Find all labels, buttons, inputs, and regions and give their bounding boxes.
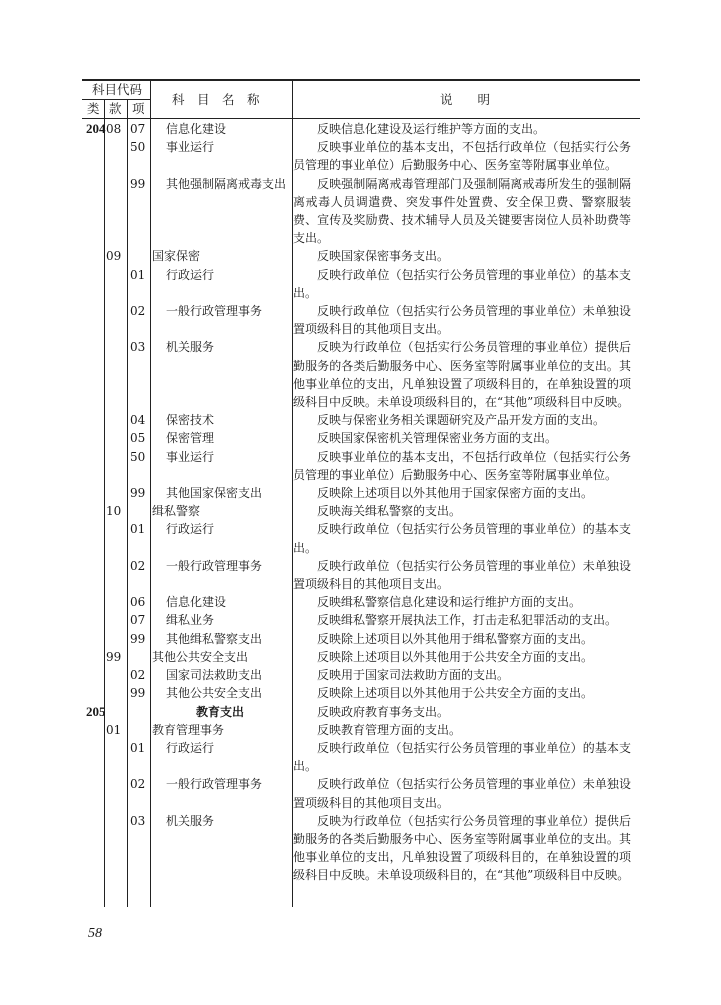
item-name: 其他公共安全支出	[166, 686, 263, 701]
table-row	[0, 247, 721, 265]
item-description: 反映与保密业务相关课题研究及产品开发方面的支出。	[317, 413, 606, 428]
code-kuan: 01	[106, 722, 122, 737]
item-description: 反映国家保密机关管理保密业务方面的支出。	[317, 431, 558, 446]
table-row	[0, 520, 721, 556]
table-row	[0, 411, 721, 429]
table-row	[0, 648, 721, 666]
table-row	[0, 630, 721, 648]
code-xiang: 50	[130, 449, 146, 464]
code-xiang: 02	[130, 304, 146, 319]
code-xiang: 99	[130, 631, 146, 646]
code-xiang: 50	[130, 140, 146, 155]
header-bottom-rule	[82, 118, 640, 119]
code-xiang: 03	[130, 340, 146, 355]
table-row	[0, 120, 721, 138]
item-name: 国家司法救助支出	[166, 668, 263, 683]
item-name: 教育管理事务	[152, 722, 225, 737]
code-xiang: 02	[130, 668, 146, 683]
item-name: 其他公共安全支出	[152, 649, 249, 664]
table-row	[0, 684, 721, 702]
item-name: 其他国家保密支出	[166, 486, 263, 501]
item-name: 国家保密	[152, 249, 201, 264]
item-name: 缉私业务	[166, 613, 215, 628]
item-description: 反映行政单位（包括实行公务员管理的事业单位）未单独设置项级科目的其他项目支出。	[293, 777, 631, 810]
table-row	[0, 429, 721, 447]
item-name: 保密管理	[166, 431, 215, 446]
code-lei: 205	[86, 703, 106, 719]
table-row	[0, 557, 721, 593]
table-top-rule	[82, 79, 640, 81]
item-description: 反映事业单位的基本支出，不包括行政单位（包括实行公务员管理的事业单位）后勤服务中心、医务室等附属事业单位。	[293, 140, 631, 173]
header-lei: 类	[87, 101, 100, 116]
table-row	[0, 812, 721, 885]
item-name: 行政运行	[166, 267, 215, 282]
item-description: 反映为行政单位（包括实行公务员管理的事业单位）提供后勤服务的各类后勤服务中心、医务室等附属事业单位的支出。其他事业单位的支出，凡单独设置了项级科目的，在单独设置的项级科目中反映。未单设项级科目的，在“其他”项级科目中反映。	[293, 813, 631, 883]
table-row	[0, 266, 721, 302]
code-xiang: 07	[130, 122, 146, 136]
item-description: 反映除上述项目以外其他用于公共安全方面的支出。	[317, 686, 594, 701]
item-description: 反映行政单位（包括实行公务员管理的事业单位）的基本支出。	[293, 522, 631, 555]
item-description: 反映除上述项目以外其他用于国家保密方面的支出。	[317, 486, 594, 501]
item-name: 信息化建设	[166, 595, 227, 610]
item-name: 保密技术	[166, 413, 215, 428]
code-xiang: 04	[130, 413, 146, 428]
item-description: 反映国家保密事务支出。	[317, 249, 450, 264]
item-description: 反映事业单位的基本支出，不包括行政单位（包括实行公务员管理的事业单位）后勤服务中心、医务室等附属事业单位。	[293, 449, 631, 482]
item-description: 反映信息化建设及运行维护等方面的支出。	[317, 122, 546, 136]
item-description: 反映政府教育事务支出。	[317, 704, 450, 719]
table-row	[0, 666, 721, 684]
table-row	[0, 302, 721, 338]
code-xiang: 01	[130, 267, 146, 282]
code-xiang: 07	[130, 613, 146, 628]
item-description: 反映行政单位（包括实行公务员管理的事业单位）的基本支出。	[293, 267, 631, 300]
item-description: 反映行政单位（包括实行公务员管理的事业单位）未单独设置项级科目的其他项目支出。	[293, 558, 631, 592]
code-kuan: 99	[106, 649, 122, 664]
table-row	[0, 593, 721, 611]
item-name: 一般行政管理事务	[166, 777, 263, 792]
table-row	[0, 138, 721, 174]
item-description: 反映缉私警察信息化建设和运行维护方面的支出。	[317, 595, 582, 610]
code-lei: 204	[86, 121, 106, 136]
item-name: 一般行政管理事务	[166, 304, 263, 319]
table-row	[0, 739, 721, 775]
item-name: 机关服务	[166, 813, 215, 828]
table-row	[0, 338, 721, 411]
table-row	[0, 611, 721, 629]
code-xiang: 01	[130, 740, 146, 755]
code-xiang: 03	[130, 813, 146, 828]
item-name: 一般行政管理事务	[166, 558, 263, 573]
table-row	[0, 175, 721, 248]
table-row	[0, 703, 721, 721]
header-desc: 说 明	[440, 92, 491, 107]
table-row	[0, 448, 721, 484]
item-name: 机关服务	[166, 340, 215, 355]
header-kuan: 款	[109, 101, 122, 116]
item-description: 反映为行政单位（包括实行公务员管理的事业单位）提供后勤服务的各类后勤服务中心、医务室等附属事业单位的支出。其他事业单位的支出，凡单独设置了项级科目的，在单独设置的项级科目中反映。未单设项级科目的，在“其他”项级科目中反映。	[293, 340, 631, 410]
table-row	[0, 775, 721, 811]
header-xiang: 项	[132, 101, 145, 116]
code-xiang: 99	[130, 486, 146, 501]
code-kuan: 08	[106, 122, 122, 136]
item-name: 事业运行	[166, 449, 215, 464]
code-xiang: 02	[130, 777, 146, 792]
page-number: 58	[88, 926, 102, 941]
code-xiang: 01	[130, 522, 146, 537]
item-name: 教育支出	[196, 704, 245, 719]
item-name: 其他强制隔离戒毒支出	[166, 176, 287, 191]
code-kuan: 10	[106, 504, 122, 519]
item-name: 缉私警察	[152, 504, 201, 519]
item-description: 反映用于国家司法救助方面的支出。	[317, 668, 510, 683]
table-row	[0, 502, 721, 520]
code-xiang: 06	[130, 595, 146, 610]
item-description: 反映行政单位（包括实行公务员管理的事业单位）未单独设置项级科目的其他项目支出。	[293, 304, 631, 337]
table-row	[0, 721, 721, 739]
code-xiang: 05	[130, 431, 146, 446]
item-name: 其他缉私警察支出	[166, 631, 263, 646]
code-xiang: 99	[130, 176, 146, 191]
item-name: 信息化建设	[166, 122, 227, 136]
header-name: 科 目 名 称	[172, 92, 260, 107]
item-description: 反映行政单位（包括实行公务员管理的事业单位）的基本支出。	[293, 740, 631, 774]
code-kuan: 09	[106, 249, 122, 264]
item-description: 反映除上述项目以外其他用于公共安全方面的支出。	[317, 649, 594, 664]
item-description: 反映缉私警察开展执法工作，打击走私犯罪活动的支出。	[317, 613, 618, 628]
code-xiang: 99	[130, 686, 146, 701]
item-description: 反映强制隔离戒毒管理部门及强制隔离戒毒所发生的强制隔离戒毒人员调遣费、突发事件处置费、安全保卫费、警察服装费、宣传及奖励费、技术辅导人员及关键要害岗位人员补助费等支出。	[293, 176, 631, 246]
item-description: 反映教育管理方面的支出。	[317, 722, 462, 737]
item-description: 反映海关缉私警察的支出。	[317, 504, 462, 519]
header-inner-rule	[82, 99, 150, 100]
item-description: 反映除上述项目以外其他用于缉私警察方面的支出。	[317, 631, 594, 646]
header-code-label: 科目代码	[92, 82, 143, 97]
table-body	[0, 120, 721, 885]
item-name: 行政运行	[166, 740, 215, 755]
table-row	[0, 484, 721, 502]
code-xiang: 02	[130, 558, 146, 573]
item-name: 事业运行	[166, 140, 215, 155]
item-name: 行政运行	[166, 522, 215, 537]
